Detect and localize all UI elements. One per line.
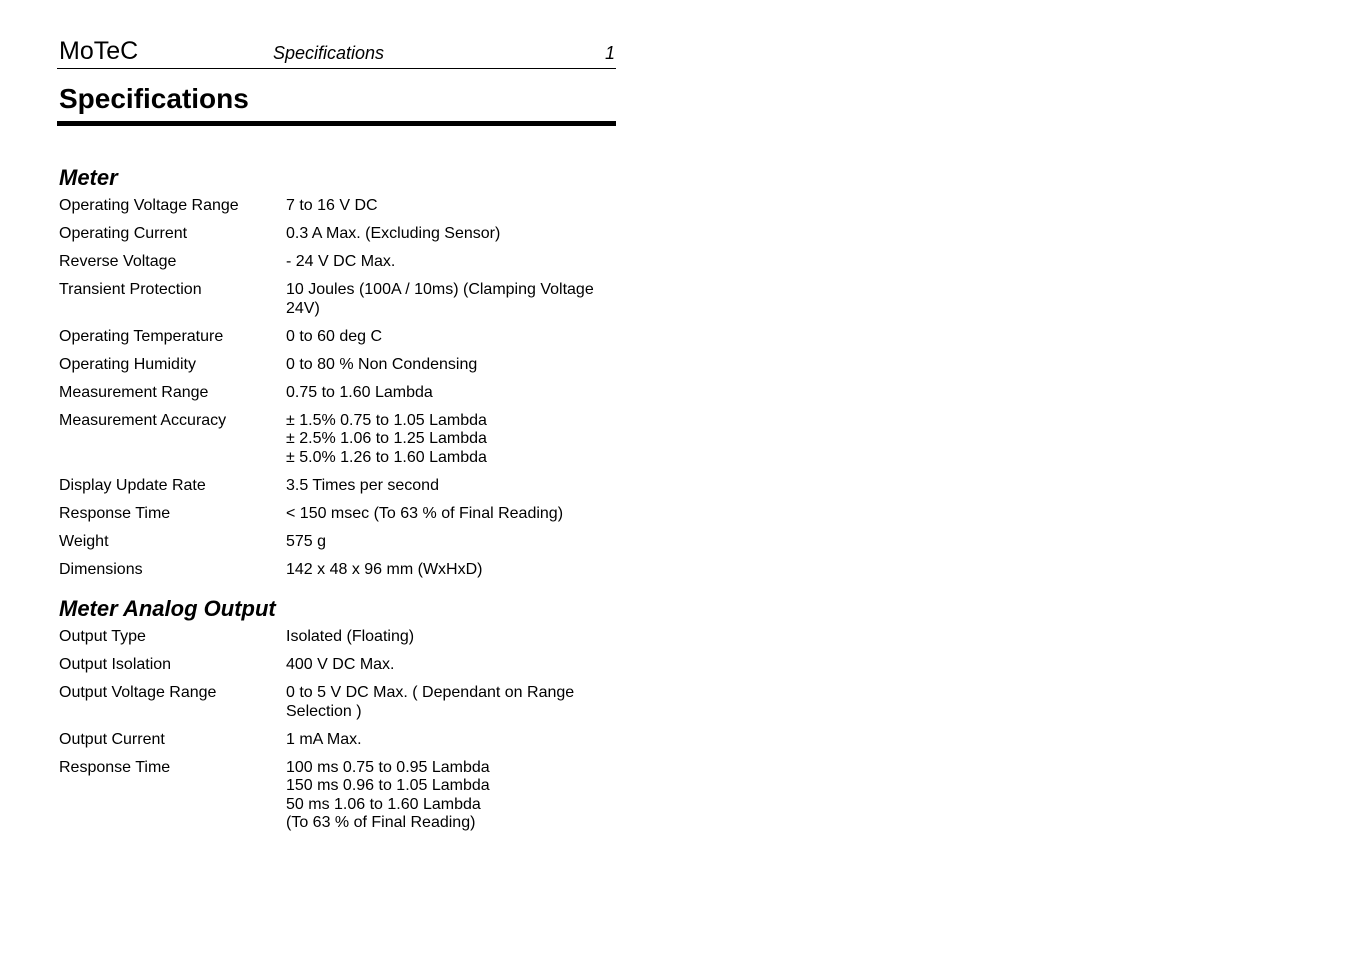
spec-value: < 150 msec (To 63 % of Final Reading) xyxy=(286,504,564,522)
spec-row xyxy=(57,477,616,496)
spec-label: Output Type xyxy=(59,628,146,645)
spec-label: Operating Voltage Range xyxy=(59,197,239,214)
spec-row xyxy=(57,731,616,750)
spec-value: 0.3 A Max. (Excluding Sensor) xyxy=(286,225,501,242)
spec-value: 0.75 to 1.60 Lambda xyxy=(286,383,433,401)
spec-label: Response Time xyxy=(59,758,171,776)
spec-label: Output Current xyxy=(59,730,165,748)
spec-table-analog-output xyxy=(57,628,616,833)
spec-label: Dimensions xyxy=(59,560,143,578)
spec-value: 0 to 80 % Non Condensing xyxy=(286,355,478,373)
spec-row xyxy=(57,356,616,375)
spec-label: Weight xyxy=(59,532,109,550)
section-title-meter-analog-output: Meter Analog Output xyxy=(59,596,276,621)
spec-row xyxy=(57,384,616,403)
spec-label: Measurement Accuracy xyxy=(59,411,227,429)
spec-value: 400 V DC Max. xyxy=(286,656,395,673)
spec-row xyxy=(57,505,616,524)
spec-label: Output Voltage Range xyxy=(59,684,217,701)
spec-row xyxy=(57,328,616,347)
spec-label: Reverse Voltage xyxy=(59,253,177,270)
spec-value: 1 mA Max. xyxy=(286,730,362,748)
spec-value: ± 1.5% 0.75 to 1.05 Lambda ± 2.5% 1.06 to 1.25 Lambda ± 5.0% 1.26 to 1.60 Lambda xyxy=(286,411,487,466)
spec-value: 7 to 16 V DC xyxy=(286,197,378,214)
spec-row xyxy=(57,253,616,272)
spec-row xyxy=(57,759,616,833)
running-header xyxy=(57,36,616,69)
spec-row xyxy=(57,561,616,580)
spec-label: Transient Protection xyxy=(59,281,202,298)
spec-row xyxy=(57,628,616,647)
page-title: Specifications xyxy=(59,83,249,114)
title-rule xyxy=(57,121,616,126)
spec-row xyxy=(57,281,616,318)
spec-label: Response Time xyxy=(59,504,171,522)
spec-value: 100 ms 0.75 to 0.95 Lambda 150 ms 0.96 to 1.05 Lambda 50 ms 1.06 to 1.60 Lambda (To 63 % of Final Reading) xyxy=(286,758,490,831)
page-number: 1 xyxy=(604,43,615,63)
spec-row xyxy=(57,533,616,552)
spec-label: Output Isolation xyxy=(59,656,172,673)
spec-row xyxy=(57,225,616,244)
spec-label: Operating Current xyxy=(59,225,188,242)
spec-value: - 24 V DC Max. xyxy=(286,253,396,270)
spec-label: Operating Humidity xyxy=(59,355,196,373)
spec-value: 3.5 Times per second xyxy=(286,476,439,494)
spec-label: Display Update Rate xyxy=(59,476,206,494)
document-page xyxy=(57,36,616,842)
spec-value: Isolated (Floating) xyxy=(286,628,415,645)
spec-value: 575 g xyxy=(286,532,327,550)
spec-row xyxy=(57,412,616,468)
spec-table-meter xyxy=(57,197,616,579)
spec-value: 0 to 5 V DC Max. ( Dependant on Range Selection ) xyxy=(286,684,575,720)
spec-label: Operating Temperature xyxy=(59,327,224,345)
header-title: Specifications xyxy=(273,43,385,63)
section-title-meter: Meter xyxy=(59,165,118,190)
spec-value: 10 Joules (100A / 10ms) (Clamping Voltage 24V) xyxy=(286,281,594,317)
spec-row xyxy=(57,684,616,721)
spec-value: 0 to 60 deg C xyxy=(286,327,383,345)
spec-label: Measurement Range xyxy=(59,383,209,401)
spec-row xyxy=(57,197,616,216)
brand-name: MoTeC xyxy=(59,37,139,65)
spec-value: 142 x 48 x 96 mm (WxHxD) xyxy=(286,560,483,578)
spec-row xyxy=(57,656,616,675)
